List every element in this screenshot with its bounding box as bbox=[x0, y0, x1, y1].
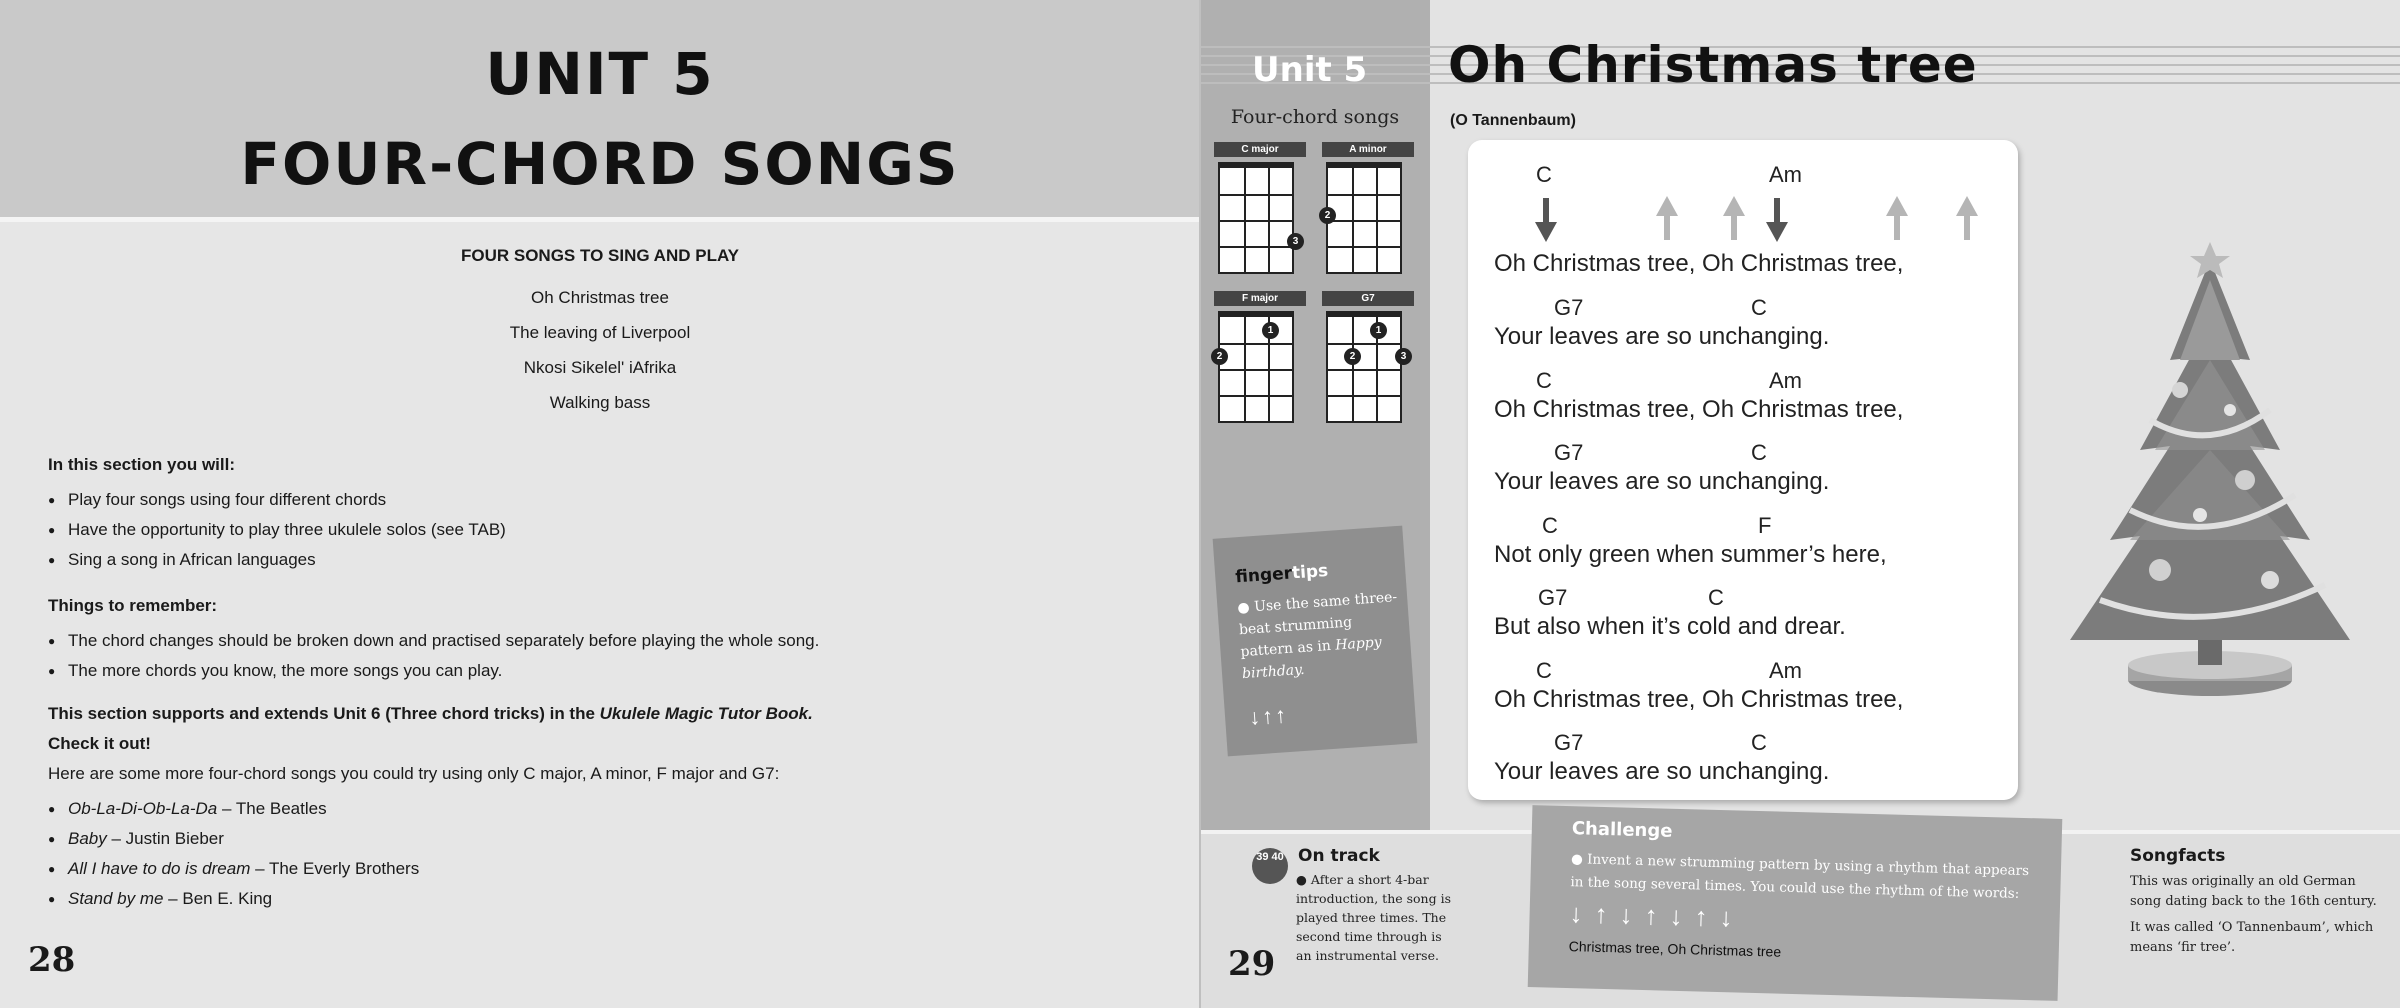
lyric-line: Your leaves are so unchanging. bbox=[1494, 323, 1830, 350]
fretboard-grid bbox=[1326, 311, 1407, 423]
list-item: ● The chord changes should be broken down and practised separately before playing the whole song. bbox=[48, 626, 1158, 656]
finger-dot: 3 bbox=[1287, 233, 1304, 250]
lyric-line: Oh Christmas tree, Oh Christmas tree, bbox=[1494, 686, 1904, 713]
page-gutter bbox=[1199, 0, 1201, 1008]
suggestion-item: ● Baby – Justin Bieber bbox=[48, 824, 1158, 854]
list-item: ● Sing a song in African languages bbox=[48, 545, 1158, 575]
fingertips-box bbox=[1213, 526, 1418, 757]
finger-dot: 1 bbox=[1370, 322, 1387, 339]
lyrics-card bbox=[1468, 140, 2018, 800]
page-number: 28 bbox=[28, 940, 76, 980]
unit-badge: Unit 5 bbox=[1252, 50, 1368, 90]
ontrack-heading: On track bbox=[1298, 846, 1380, 866]
chord-symbol: Am bbox=[1769, 162, 1802, 187]
fingertips-heading: fingertips bbox=[1234, 560, 1329, 588]
strum-arrows-icon: ↓↑↑ bbox=[1248, 702, 1289, 730]
song-title: Oh Christmas tree bbox=[1448, 36, 1978, 94]
list-item: ● The more chords you know, the more songs you can play. bbox=[48, 656, 1158, 686]
fretboard-grid bbox=[1218, 311, 1294, 423]
chord-symbol: G7 bbox=[1554, 295, 1584, 320]
lyric-line: Oh Christmas tree, Oh Christmas tree, bbox=[1494, 396, 1904, 423]
songs-list bbox=[0, 280, 1200, 420]
suggestion-item: ● Ob-La-Di-Ob-La-Da – The Beatles bbox=[48, 794, 1158, 824]
unit-title: UNIT 5 bbox=[485, 40, 715, 108]
finger-dot: 2 bbox=[1211, 348, 1228, 365]
song-item: Nkosi Sikelel' iAfrika bbox=[523, 358, 677, 377]
finger-dot: 2 bbox=[1319, 207, 1336, 224]
chord-name: G7 bbox=[1322, 291, 1414, 306]
strum-up-arrow-icon bbox=[1886, 196, 1908, 240]
in-this-section bbox=[48, 455, 1158, 575]
cd-track-icon: 39 40 bbox=[1252, 848, 1288, 884]
right-page bbox=[1200, 0, 2400, 1008]
chord-symbol: C bbox=[1536, 368, 1552, 393]
chord-symbol: C bbox=[1536, 162, 1552, 187]
list-item: ● Have the opportunity to play three ukulele solos (see TAB) bbox=[48, 515, 1158, 545]
suggestion-item: ● Stand by me – Ben E. King bbox=[48, 884, 1158, 914]
chord-symbol: G7 bbox=[1538, 585, 1568, 610]
chord-symbol: C bbox=[1751, 440, 1767, 465]
supports-section bbox=[48, 704, 1158, 914]
chord-symbol: G7 bbox=[1554, 440, 1584, 465]
songs-block bbox=[0, 246, 1200, 420]
strum-up-arrow-icon bbox=[1656, 196, 1678, 240]
supports-text: This section supports and extends Unit 6 (Three chord tricks) in the Ukulele Magic Tutor Book. bbox=[48, 704, 813, 723]
chord-name: A minor bbox=[1322, 142, 1414, 157]
challenge-text: ● Invent a new strumming pattern by using a rhythm that appears in the song several times. You could use the rhythm of the words: bbox=[1570, 851, 2030, 902]
lyric-line: Your leaves are so unchanging. bbox=[1494, 758, 1830, 785]
chord-diagram-g7 bbox=[1322, 291, 1414, 423]
fretboard-grid bbox=[1218, 162, 1299, 274]
chord-symbol: Am bbox=[1769, 658, 1802, 683]
songs-heading: FOUR SONGS TO SING AND PLAY bbox=[460, 246, 740, 265]
page-number: 29 bbox=[1228, 944, 1276, 984]
strum-down-arrow-icon bbox=[1766, 198, 1788, 242]
fretboard-grid bbox=[1326, 162, 1402, 274]
chord-name: F major bbox=[1214, 291, 1306, 306]
song-subtitle: (O Tannenbaum) bbox=[1450, 112, 1576, 129]
chord-symbol: F bbox=[1758, 513, 1772, 538]
song-item: Walking bass bbox=[549, 393, 651, 412]
chord-symbol: C bbox=[1542, 513, 1558, 538]
four-chord-label: Four-chord songs bbox=[1230, 106, 1400, 128]
lyric-line: But also when it’s cold and drear. bbox=[1494, 613, 1846, 640]
chord-symbol: G7 bbox=[1554, 730, 1584, 755]
challenge-words: Christmas tree, Oh Christmas tree bbox=[1568, 938, 1782, 960]
chord-symbol: C bbox=[1536, 658, 1552, 683]
strum-down-arrow-icon bbox=[1535, 198, 1557, 242]
things-to-remember bbox=[48, 596, 1158, 686]
lyric-line: Oh Christmas tree, Oh Christmas tree, bbox=[1494, 250, 1904, 277]
chord-symbol: C bbox=[1708, 585, 1724, 610]
chord-symbol: Am bbox=[1769, 368, 1802, 393]
check-text: Here are some more four-chord songs you could try using only C major, A minor, F major and G7: bbox=[48, 764, 780, 783]
fingertips-text: ● Use the same three-beat strumming pattern as in Happy birthday. bbox=[1236, 589, 1398, 683]
section-heading: Things to remember: bbox=[48, 596, 218, 615]
lyric-line: Your leaves are so unchanging. bbox=[1494, 468, 1830, 495]
song-item: Oh Christmas tree bbox=[531, 288, 669, 307]
song-item: The leaving of Liverpool bbox=[509, 323, 691, 342]
chord-symbol: C bbox=[1751, 730, 1767, 755]
challenge-heading: Challenge bbox=[1571, 818, 1673, 842]
strum-arrows-icon: ↓↑↓↑↓↑↓ bbox=[1569, 898, 1745, 933]
section-heading: In this section you will: bbox=[48, 455, 236, 474]
finger-dot: 2 bbox=[1344, 348, 1361, 365]
chord-diagram-c-major bbox=[1214, 142, 1306, 274]
songfacts-text: This was originally an old German song dating back to the 16th century. It was called ‘O Tannenbaum’, which means ‘fir tree’. bbox=[2130, 874, 2377, 955]
christmas-tree-illustration bbox=[2040, 240, 2380, 710]
list-item: ● Play four songs using four different chords bbox=[48, 485, 1158, 515]
chord-name: C major bbox=[1214, 142, 1306, 157]
chord-symbol: C bbox=[1751, 295, 1767, 320]
unit-subtitle: FOUR-CHORD SONGS bbox=[240, 130, 960, 198]
check-heading: Check it out! bbox=[48, 734, 151, 753]
finger-dot: 1 bbox=[1262, 322, 1279, 339]
ontrack-text: ● After a short 4-bar introduction, the song is played three times. The second time through is an instrumental verse. bbox=[1296, 872, 1451, 963]
chord-diagram-a-minor bbox=[1322, 142, 1414, 274]
strum-up-arrow-icon bbox=[1723, 196, 1745, 240]
challenge-box bbox=[1528, 805, 2063, 1001]
suggestion-item: ● All I have to do is dream – The Everly Brothers bbox=[48, 854, 1158, 884]
finger-dot: 3 bbox=[1395, 348, 1412, 365]
chord-diagram-f-major bbox=[1214, 291, 1306, 423]
songfacts-heading: Songfacts bbox=[2130, 846, 2226, 866]
strum-up-arrow-icon bbox=[1956, 196, 1978, 240]
lyric-line: Not only green when summer’s here, bbox=[1494, 541, 1887, 568]
